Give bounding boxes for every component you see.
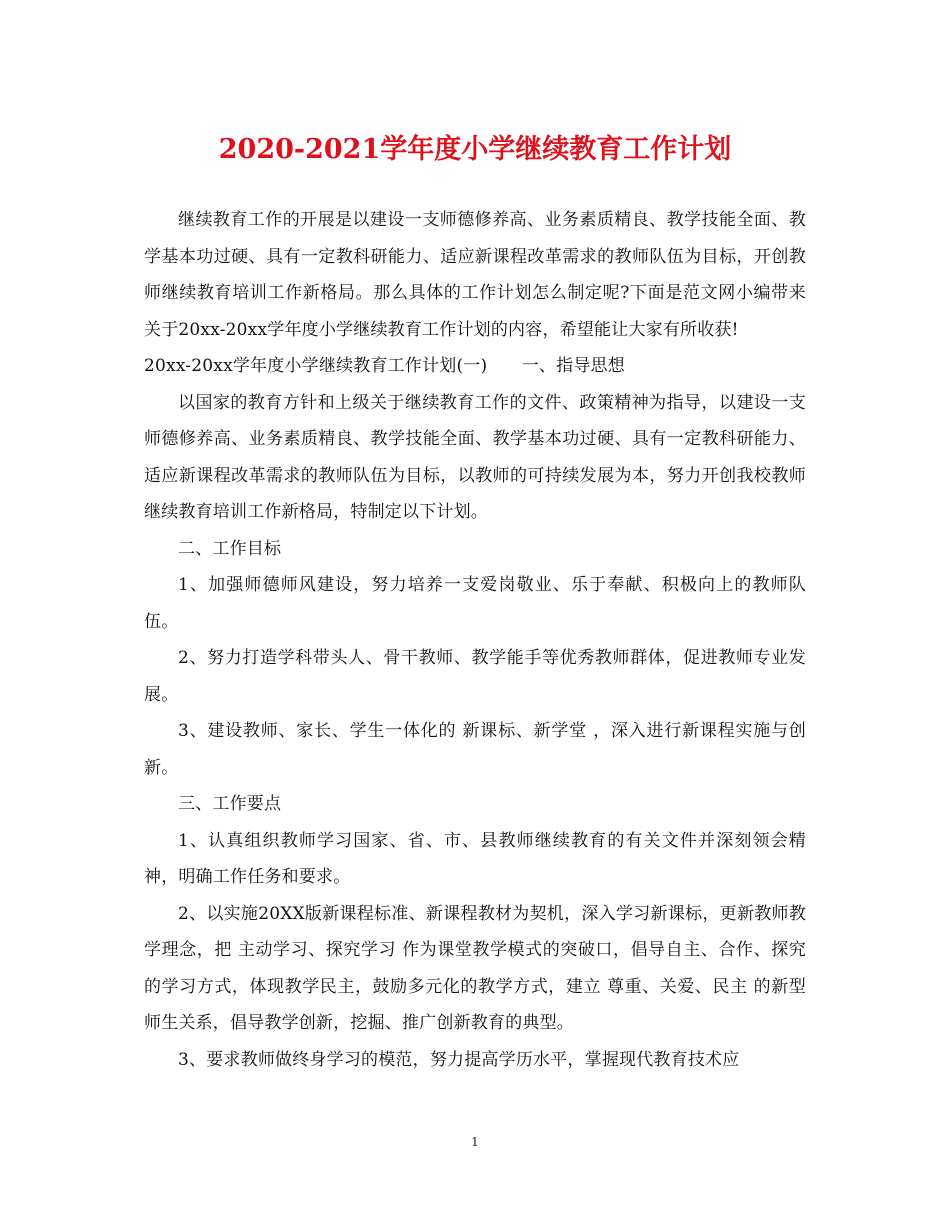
section-heading-plan-one: 20xx-20xx学年度小学继续教育工作计划(一) 一、指导思想 — [144, 356, 625, 376]
guiding-thought-paragraph: 以国家的教育方针和上级关于继续教育工作的文件、政策精神为指导，以建设一支师德修养高、业务素质精良、教学技能全面、教学基本功过硬、具有一定教科研能力、适应新课程改革需求的教师队伍为目标，以教师的可持续发展为本，努力开创我校教师继续教育培训工作新格局，特制定以下计划。 — [144, 392, 806, 522]
document-title: 2020-2021学年度小学继续教育工作计划 — [218, 134, 732, 165]
page-number: 1 — [471, 1135, 479, 1149]
intro-paragraph: 继续教育工作的开展是以建设一支师德修养高、业务素质精良、教学技能全面、教学基本功过硬、具有一定教科研能力、适应新课程改革需求的教师队伍为目标，开创教师继续教育培训工作新格局。那么具体的工作计划怎么制定呢?下面是范文网小编带来关于20xx-20xx学年度小学继续教育工作计划的内容，希望能让大家有所收获! — [144, 210, 806, 340]
goal-item-3: 3、建设教师、家长、学生一体化的 新课标、新学堂 ，深入进行新课程实施与创新。 — [144, 721, 806, 778]
goal-item-1: 1、加强师德师风建设，努力培养一支爱岗敬业、乐于奉献、积极向上的教师队伍。 — [144, 575, 806, 632]
document-body — [144, 202, 806, 1078]
goal-item-2: 2、努力打造学科带头人、骨干教师、教学能手等优秀教师群体，促进教师专业发展。 — [144, 648, 806, 705]
key-point-item-3: 3、要求教师做终身学习的模范，努力提高学历水平，掌握现代教育技术应 — [178, 1049, 740, 1070]
section-heading-key-points: 三、工作要点 — [178, 794, 282, 814]
key-point-item-2: 2、以实施20XX版新课程标准、新课程教材为契机，深入学习新课标，更新教师教学理念，把 主动学习、探究学习 作为课堂教学模式的突破口，倡导自主、合作、探究的学习方式，体现教学民主，鼓励多元化的教学方式，建立 尊重、关爱、民主 的新型师生关系，倡导教学创新，挖掘、推广创新教育的典型。 — [144, 903, 806, 1033]
section-heading-goals: 二、工作目标 — [178, 538, 282, 559]
key-point-item-1: 1、认真组织教师学习国家、省、市、县教师继续教育的有关文件并深刻领会精神，明确工作任务和要求。 — [144, 830, 806, 887]
